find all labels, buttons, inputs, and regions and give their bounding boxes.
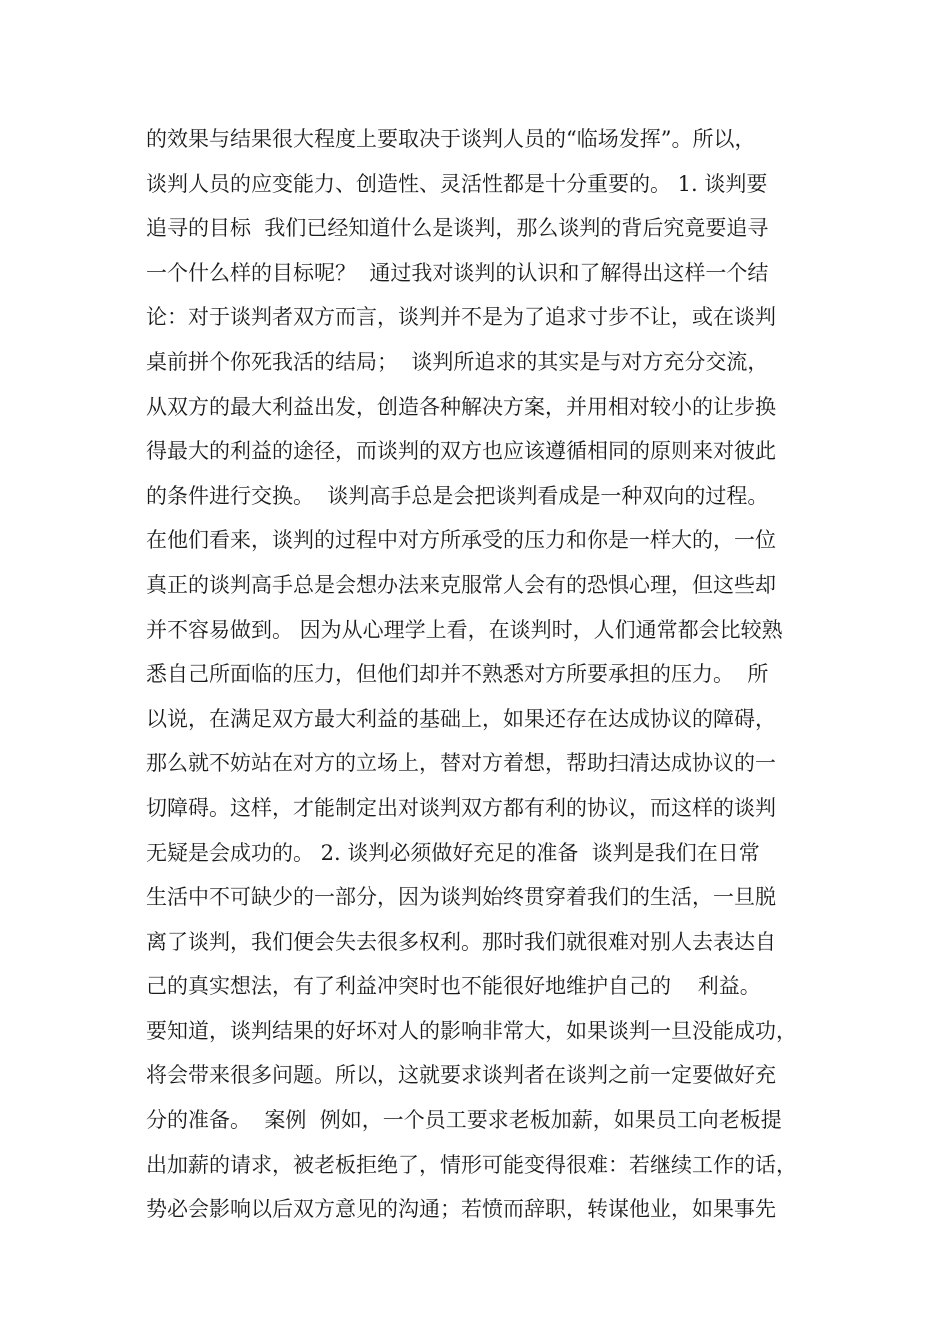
text-line: 无疑是会成功的。 2. 谈判必须做好充足的准备 谈判是我们在日常 [146,840,760,865]
text-line: 将会带来很多问题。所以，这就要求谈判者在谈判之前一定要做好充 [146,1063,776,1088]
text-line: 悉自己所面临的压力，但他们却并不熟悉对方所要承担的压力。 所 [146,662,769,687]
body-text [146,117,816,1232]
text-line: 要知道，谈判结果的好坏对人的影响非常大，如果谈判一旦没能成功， [146,1018,797,1043]
text-line: 得最大的利益的途径，而谈判的双方也应该遵循相同的原则来对彼此 [146,439,776,464]
text-line: 从双方的最大利益出发，创造各种解决方案，并用相对较小的让步换 [146,394,776,419]
text-line: 论：对于谈判者双方而言，谈判并不是为了追求寸步不让，或在谈判 [146,305,776,330]
text-line: 切障碍。这样，才能制定出对谈判双方都有利的协议，而这样的谈判 [146,795,776,820]
text-line: 己的真实想法，有了利益冲突时也不能很好地维护自己的 利益。 [146,974,761,999]
text-line: 出加薪的请求，被老板拒绝了，情形可能变得很难：若继续工作的话， [146,1152,797,1177]
text-line: 桌前拼个你死我活的结局； 谈判所追求的其实是与对方充分交流， [146,349,769,374]
text-line: 生活中不可缺少的一部分，因为谈判始终贯穿着我们的生活，一旦脱 [146,885,776,910]
text-line: 真正的谈判高手总是会想办法来克服常人会有的恐惧心理，但这些却 [146,572,776,597]
text-line: 在他们看来，谈判的过程中对方所承受的压力和你是一样大的，一位 [146,528,776,553]
text-line: 那么就不妨站在对方的立场上，替对方着想，帮助扫清达成协议的一 [146,751,776,776]
text-line: 以说，在满足双方最大利益的基础上，如果还存在达成协议的障碍， [146,706,776,731]
text-line: 分的准备。 案例 例如，一个员工要求老板加薪，如果员工向老板提 [146,1108,782,1133]
text-line: 离了谈判，我们便会失去很多权利。那时我们就很难对别人去表达自 [146,929,776,954]
text-line: 势必会影响以后双方意见的沟通；若愤而辞职，转谋他业，如果事先 [146,1197,776,1222]
text-line: 并不容易做到。 因为从心理学上看，在谈判时，人们通常都会比较熟 [146,617,783,642]
text-line: 的效果与结果很大程度上要取决于谈判人员的“临场发挥”。所以， [146,127,756,151]
text-line: 一个什么样的目标呢？ 通过我对谈判的认识和了解得出这样一个结 [146,260,769,285]
text-line: 追寻的目标 我们已经知道什么是谈判，那么谈判的背后究竟要追寻 [146,216,769,241]
text-line: 谈判人员的应变能力、创造性、灵活性都是十分重要的。 1. 谈判要 [146,171,768,196]
text-line: 的条件进行交换。 谈判高手总是会把谈判看成是一种双向的过程。 [146,483,769,508]
